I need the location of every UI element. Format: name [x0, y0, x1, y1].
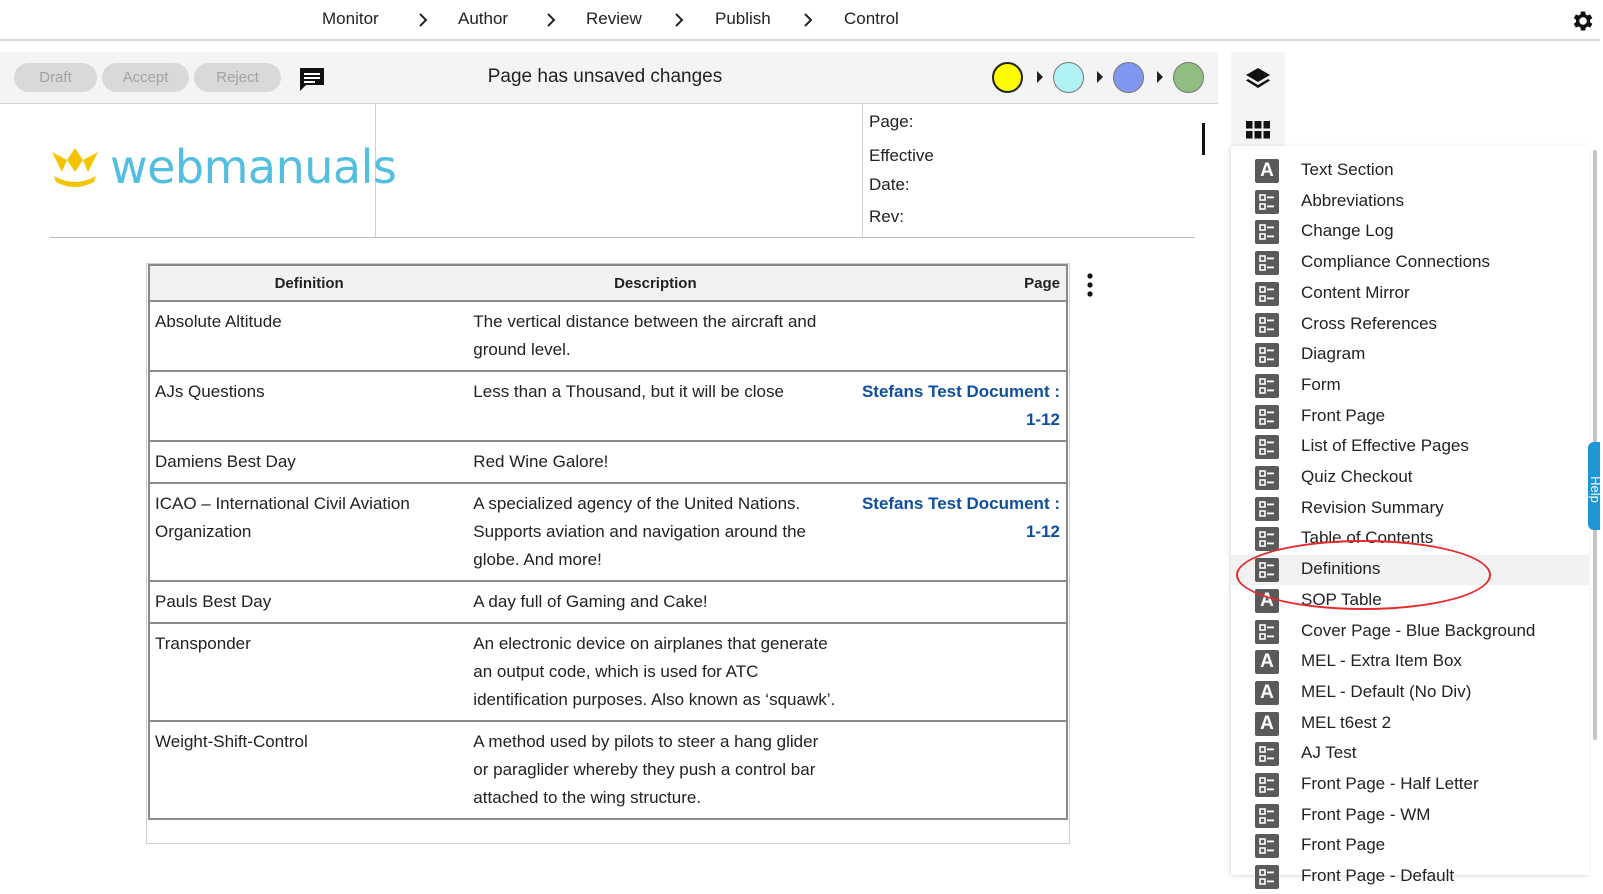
definition-cell[interactable]: Pauls Best Day	[149, 581, 468, 623]
block-item[interactable]	[1231, 770, 1589, 800]
list-block-icon	[1255, 251, 1279, 275]
definition-cell[interactable]: AJs Questions	[149, 371, 468, 441]
editor-toolbar	[0, 52, 1218, 104]
block-item[interactable]	[1231, 739, 1589, 769]
block-item[interactable]	[1231, 586, 1589, 616]
description-cell[interactable]: The vertical distance between the aircraft and ground level.	[468, 301, 842, 371]
block-item[interactable]	[1231, 555, 1589, 585]
page-reference-link[interactable]: Stefans Test Document : 1-12	[842, 371, 1067, 441]
table-row[interactable]	[149, 623, 1067, 721]
description-cell[interactable]: A specialized agency of the United Nations. Supports aviation and navigation around the globe. And more!	[468, 483, 842, 581]
page-label: Page:	[869, 112, 914, 131]
comment-icon[interactable]	[298, 66, 326, 92]
block-item-label: Front Page - WM	[1301, 804, 1431, 824]
definition-cell[interactable]: Damiens Best Day	[149, 441, 468, 483]
block-item-label: Front Page - Default	[1301, 866, 1455, 886]
block-item[interactable]	[1231, 617, 1589, 647]
workflow-status-approved[interactable]	[1113, 62, 1144, 93]
layers-icon[interactable]	[1245, 66, 1271, 92]
page-cell[interactable]	[842, 581, 1067, 623]
nav-step-publish[interactable]: Publish	[715, 9, 771, 28]
list-block-icon	[1255, 804, 1279, 828]
page-cell[interactable]	[842, 441, 1067, 483]
block-item-label: Diagram	[1301, 344, 1366, 364]
definitions-table	[148, 264, 1068, 820]
crown-logo-icon	[50, 146, 100, 186]
block-item[interactable]	[1231, 248, 1589, 278]
list-block-icon	[1255, 405, 1279, 429]
draft-button[interactable]: Draft	[14, 63, 97, 92]
block-item-label: Revision Summary	[1301, 497, 1444, 517]
block-item[interactable]	[1231, 187, 1589, 217]
block-item-label: Abbreviations	[1301, 190, 1405, 210]
page-cell[interactable]	[842, 721, 1067, 819]
table-row[interactable]	[149, 581, 1067, 623]
description-cell[interactable]: A day full of Gaming and Cake!	[468, 581, 842, 623]
logo-wordmark: webmanuals	[110, 140, 397, 194]
text-block-icon: A	[1255, 159, 1279, 183]
arrow-right-icon	[1097, 71, 1103, 83]
list-block-icon	[1255, 742, 1279, 766]
table-row[interactable]	[149, 721, 1067, 819]
chevron-right-icon	[416, 11, 430, 29]
block-item-label: Definitions	[1301, 559, 1381, 579]
page-header-center	[376, 104, 863, 238]
nav-step-monitor[interactable]: Monitor	[322, 9, 379, 28]
block-item-label: Text Section	[1301, 160, 1394, 179]
table-row[interactable]	[149, 441, 1067, 483]
block-item[interactable]	[1231, 432, 1589, 462]
block-item-label: Change Log	[1301, 221, 1394, 241]
block-item-label: MEL - Default (No Div)	[1301, 681, 1472, 701]
description-cell[interactable]: A method used by pilots to steer a hang glider or paraglider whereby they push a control bar attached to the wing structure.	[468, 721, 842, 819]
table-header-row	[149, 265, 1067, 301]
text-block-icon: A	[1255, 650, 1279, 674]
chevron-right-icon	[801, 11, 815, 29]
nav-step-review[interactable]: Review	[586, 9, 642, 28]
reject-button[interactable]: Reject	[194, 63, 281, 92]
arrow-right-icon	[1157, 71, 1163, 83]
list-block-icon	[1255, 466, 1279, 490]
description-cell[interactable]: Red Wine Galore!	[468, 441, 842, 483]
arrow-right-icon	[1037, 71, 1043, 83]
column-header-definition[interactable]: Definition	[149, 265, 468, 301]
definition-cell[interactable]: Transponder	[149, 623, 468, 721]
workflow-nav	[0, 0, 1600, 41]
block-item[interactable]	[1231, 709, 1589, 739]
text-block-icon: A	[1255, 681, 1279, 705]
chevron-right-icon	[672, 11, 686, 29]
block-item-label: Front Page	[1301, 835, 1386, 855]
block-library-panel	[1231, 146, 1589, 886]
block-item-label: Compliance Connections	[1301, 252, 1490, 272]
block-item[interactable]	[1231, 340, 1589, 370]
block-item-label: Quiz Checkout	[1301, 467, 1413, 486]
list-block-icon	[1255, 435, 1279, 459]
block-item-label: MEL - Extra Item Box	[1301, 651, 1462, 671]
list-block-icon	[1255, 497, 1279, 521]
text-block-icon: A	[1255, 712, 1279, 736]
text-block-icon: A	[1255, 589, 1279, 613]
blocks-grid-icon[interactable]	[1246, 121, 1270, 139]
list-block-icon	[1255, 313, 1279, 337]
list-block-icon	[1255, 220, 1279, 244]
block-item-label: Form	[1301, 374, 1341, 394]
list-block-icon	[1255, 620, 1279, 644]
block-item[interactable]	[1231, 801, 1589, 831]
workflow-status-draft[interactable]	[992, 62, 1023, 93]
block-item-label: Front Page	[1301, 405, 1386, 425]
description-cell[interactable]: An electronic device on airplanes that generate an output code, which is used for ATC identification purposes. Also known as ‘squawk’.	[468, 623, 842, 721]
list-block-icon	[1255, 773, 1279, 797]
page-reference-link[interactable]: Stefans Test Document : 1-12	[842, 483, 1067, 581]
effective-date-label-line2: Date:	[869, 175, 910, 194]
header-divider	[50, 237, 1195, 238]
list-block-icon	[1255, 190, 1279, 214]
block-item[interactable]	[1231, 678, 1589, 708]
page-cell[interactable]	[842, 301, 1067, 371]
table-row[interactable]	[149, 371, 1067, 441]
nav-step-control[interactable]: Control	[844, 9, 899, 28]
more-options-icon[interactable]	[1084, 272, 1096, 298]
block-item[interactable]	[1231, 217, 1589, 247]
block-item[interactable]	[1231, 402, 1589, 432]
effective-date-label: Effective	[869, 146, 934, 165]
block-item-label: Table of Contents	[1301, 528, 1434, 548]
block-item[interactable]	[1231, 524, 1589, 554]
definition-cell[interactable]: ICAO – International Civil Aviation Organization	[149, 483, 468, 581]
table-row[interactable]	[149, 301, 1067, 371]
help-tab[interactable]	[1587, 442, 1603, 530]
block-item[interactable]	[1231, 862, 1589, 892]
block-item-label: Front Page - Half Letter	[1301, 774, 1479, 793]
table-row[interactable]	[149, 483, 1067, 581]
block-item-label: SOP Table	[1301, 589, 1382, 609]
list-block-icon	[1255, 834, 1279, 858]
block-item[interactable]	[1231, 310, 1589, 340]
list-block-icon	[1255, 343, 1279, 367]
list-block-icon	[1255, 527, 1279, 551]
gear-icon[interactable]	[1569, 8, 1595, 34]
block-item-label: List of Effective Pages	[1301, 436, 1469, 456]
block-item-label: Cross References	[1301, 313, 1438, 333]
description-cell[interactable]: Less than a Thousand, but it will be close	[468, 371, 842, 441]
chevron-right-icon	[544, 11, 558, 29]
block-item[interactable]	[1231, 279, 1589, 309]
workflow-status-review[interactable]	[1053, 62, 1084, 93]
list-block-icon	[1255, 865, 1279, 889]
page-header-logo	[50, 104, 397, 238]
help-tab-label: Help	[1587, 476, 1603, 503]
unsaved-status-text: Page has unsaved changes	[487, 66, 723, 87]
column-header-description[interactable]: Description	[468, 265, 842, 301]
text-cursor	[1202, 123, 1205, 155]
block-item-label: Cover Page - Blue Background	[1301, 620, 1536, 640]
list-block-icon	[1255, 558, 1279, 582]
workflow-status-published[interactable]	[1173, 62, 1204, 93]
nav-step-author[interactable]: Author	[458, 9, 509, 28]
block-item[interactable]	[1231, 647, 1589, 677]
accept-button[interactable]: Accept	[102, 63, 189, 92]
column-header-page[interactable]: Page	[842, 265, 1067, 301]
page-cell[interactable]	[842, 623, 1067, 721]
list-block-icon	[1255, 374, 1279, 398]
block-item[interactable]	[1231, 371, 1589, 401]
definition-cell[interactable]: Weight-Shift-Control	[149, 721, 468, 819]
block-item[interactable]	[1231, 463, 1589, 493]
definition-cell[interactable]: Absolute Altitude	[149, 301, 468, 371]
list-block-icon	[1255, 282, 1279, 306]
block-item[interactable]	[1231, 831, 1589, 861]
block-item-label: MEL t6est 2	[1301, 712, 1392, 732]
rev-label: Rev:	[869, 207, 904, 226]
block-item-label: Content Mirror	[1301, 282, 1410, 302]
block-item-label: AJ Test	[1301, 743, 1357, 763]
block-item[interactable]	[1231, 156, 1589, 186]
block-item[interactable]	[1231, 494, 1589, 524]
